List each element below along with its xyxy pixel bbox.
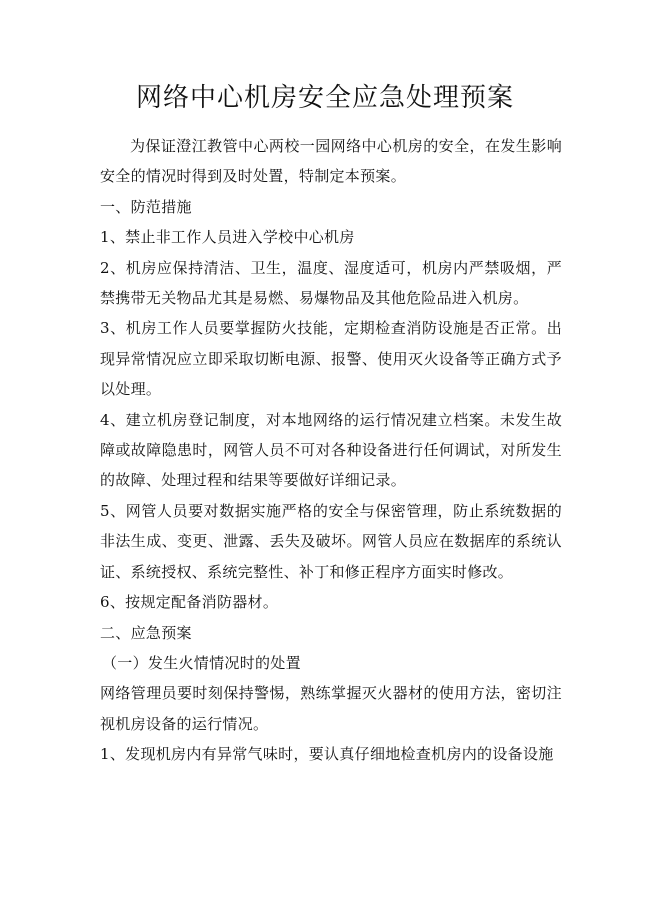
fire-item-1: 1、发现机房内有异常气味时，要认真仔细地检查机房内的设备设施: [100, 745, 554, 764]
prevention-item-6: 6、按规定配备消防器材。: [100, 593, 279, 612]
subsection-heading-fire: （一）发生火情情况时的处置: [102, 653, 301, 672]
fire-paragraph: 网络管理员要时刻保持警惕，熟练掌握灭火器材的使用方法，密切注视机房设备的运行情况。: [100, 684, 562, 733]
prevention-item-4: 4、建立机房登记制度，对本地网络的运行情况建立档案。未发生故障或故障隐患时，网管人员不可对各种设备进行任何调试，对所发生的故障、处理过程和结果等要做好详细记录。: [100, 410, 562, 490]
prevention-item-3: 3、机房工作人员要掌握防火技能，定期检查消防设施是否正常。出现异常情况应立即采取切断电源、报警、使用灭火设备等正确方式予以处理。: [100, 319, 562, 399]
section-heading-emergency: 二、应急预案: [100, 623, 192, 642]
prevention-item-2: 2、机房应保持清洁、卫生，温度、湿度适可，机房内严禁吸烟，严禁携带无关物品尤其是易燃、易爆物品及其他危险品进入机房。: [100, 258, 562, 308]
prevention-item-1: 1、禁止非工作人员进入学校中心机房: [100, 228, 355, 247]
document-body: [100, 131, 562, 770]
document-title: 网络中心机房安全应急处理预案: [135, 83, 514, 113]
prevention-item-5: 5、网管人员要对数据实施严格的安全与保密管理，防止系统数据的非法生成、变更、泄露、丢失及破坏。网管人员应在数据库的系统认证、系统授权、系统完整性、补丁和修正程序方面实时修改。: [100, 501, 562, 581]
intro-paragraph: 为保证澄江教管中心两校一园网络中心机房的安全，在发生影响安全的情况时得到及时处置，特制定本预案。: [100, 137, 562, 186]
section-heading-prevention: 一、防范措施: [100, 197, 192, 216]
